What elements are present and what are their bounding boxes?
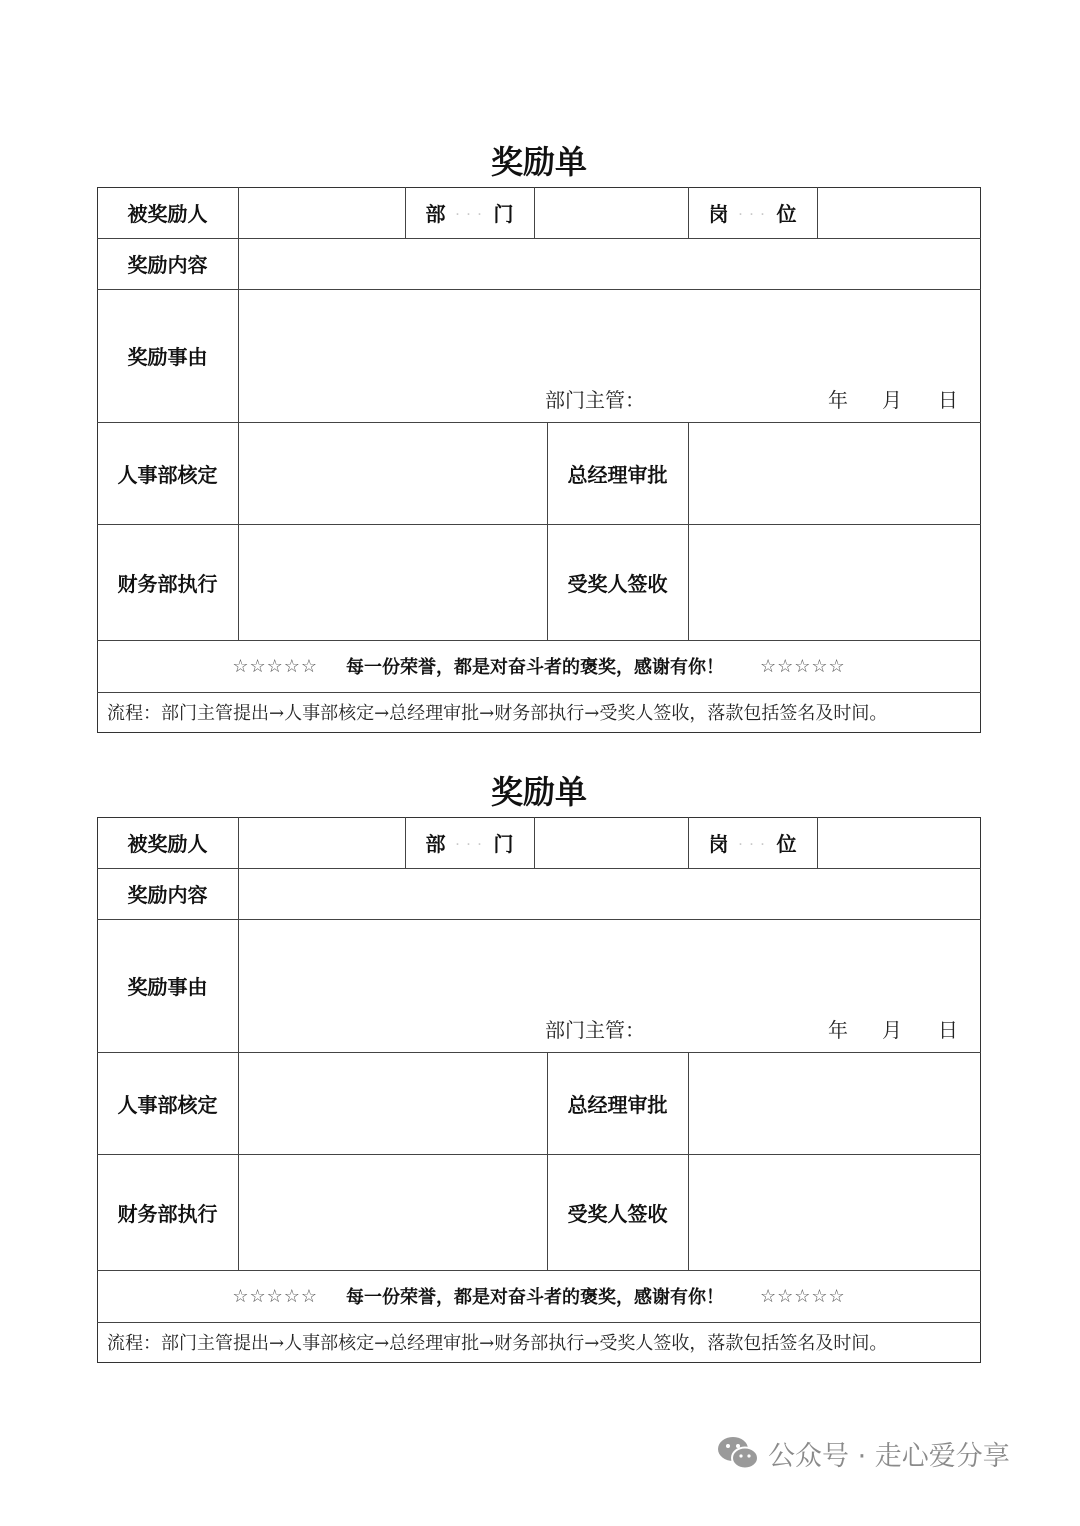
gm-approve-field[interactable] bbox=[688, 422, 981, 524]
finance-execute-field[interactable] bbox=[238, 1154, 547, 1270]
motto-text: 每一份荣誉，都是对奋斗者的褒奖，感谢有你！ bbox=[346, 657, 724, 678]
stars-left: ☆☆☆☆☆ bbox=[232, 1285, 318, 1307]
stars-right: ☆☆☆☆☆ bbox=[760, 1285, 846, 1307]
reward-content-field[interactable] bbox=[238, 238, 981, 289]
reward-content-label: 奖励内容 bbox=[127, 883, 208, 907]
reward-content-label: 奖励内容 bbox=[127, 253, 208, 277]
dept-supervisor-label: 部门主管： bbox=[545, 1018, 645, 1042]
gm-approve-label: 总经理审批 bbox=[567, 462, 668, 487]
stars-left: ☆☆☆☆☆ bbox=[232, 655, 318, 677]
flow-text: 流程：部门主管提出→人事部核定→总经理审批→财务部执行→受奖人签收，落款包括签名及时间。 bbox=[107, 703, 888, 724]
reward-reason-label: 奖励事由 bbox=[127, 975, 208, 999]
reward-reason-field[interactable] bbox=[238, 919, 981, 1052]
flow-text: 流程：部门主管提出→人事部核定→总经理审批→财务部执行→受奖人签收，落款包括签名及时间。 bbox=[107, 1333, 888, 1354]
department-label: 部 . . . 门 bbox=[425, 202, 514, 226]
reward-content-field[interactable] bbox=[238, 868, 981, 919]
motto-row bbox=[97, 1271, 981, 1321]
form-title: 奖励单 bbox=[490, 143, 587, 181]
position-field[interactable] bbox=[817, 187, 981, 238]
reward-reason-field[interactable] bbox=[238, 289, 981, 422]
motto-row bbox=[97, 641, 981, 691]
recipient-sign-field[interactable] bbox=[688, 524, 981, 640]
position-label: 岗 . . . 位 bbox=[708, 832, 797, 856]
recipient-sign-label: 受奖人签收 bbox=[567, 571, 668, 596]
position-label: 岗 . . . 位 bbox=[708, 202, 797, 226]
dept-supervisor-label: 部门主管： bbox=[545, 388, 645, 412]
date-label: 年 月 日 bbox=[828, 388, 958, 412]
date-label: 年 月 日 bbox=[828, 1018, 958, 1042]
awardee-label: 被奖励人 bbox=[127, 202, 208, 226]
department-label: 部 . . . 门 bbox=[425, 832, 514, 856]
awardee-label: 被奖励人 bbox=[127, 832, 208, 856]
watermark bbox=[716, 1433, 1010, 1473]
hr-verify-label: 人事部核定 bbox=[117, 462, 218, 487]
wechat-icon bbox=[716, 1434, 760, 1472]
recipient-sign-field[interactable] bbox=[688, 1154, 981, 1270]
hr-verify-field[interactable] bbox=[238, 422, 547, 524]
position-field[interactable] bbox=[817, 817, 981, 868]
hr-verify-label: 人事部核定 bbox=[117, 1092, 218, 1117]
form-title: 奖励单 bbox=[490, 773, 587, 811]
awardee-field[interactable] bbox=[238, 187, 405, 238]
gm-approve-field[interactable] bbox=[688, 1052, 981, 1154]
department-field[interactable] bbox=[534, 187, 688, 238]
awardee-field[interactable] bbox=[238, 817, 405, 868]
gm-approve-label: 总经理审批 bbox=[567, 1092, 668, 1117]
department-field[interactable] bbox=[534, 817, 688, 868]
finance-execute-field[interactable] bbox=[238, 524, 547, 640]
form-grid bbox=[97, 187, 981, 733]
hr-verify-field[interactable] bbox=[238, 1052, 547, 1154]
recipient-sign-label: 受奖人签收 bbox=[567, 1201, 668, 1226]
finance-execute-label: 财务部执行 bbox=[117, 1201, 218, 1226]
finance-execute-label: 财务部执行 bbox=[117, 571, 218, 596]
motto-text: 每一份荣誉，都是对奋斗者的褒奖，感谢有你！ bbox=[346, 1287, 724, 1308]
reward-reason-label: 奖励事由 bbox=[127, 345, 208, 369]
stars-right: ☆☆☆☆☆ bbox=[760, 655, 846, 677]
form-grid bbox=[97, 817, 981, 1363]
watermark-text: 公众号 · 走心爱分享 bbox=[768, 1440, 1010, 1472]
